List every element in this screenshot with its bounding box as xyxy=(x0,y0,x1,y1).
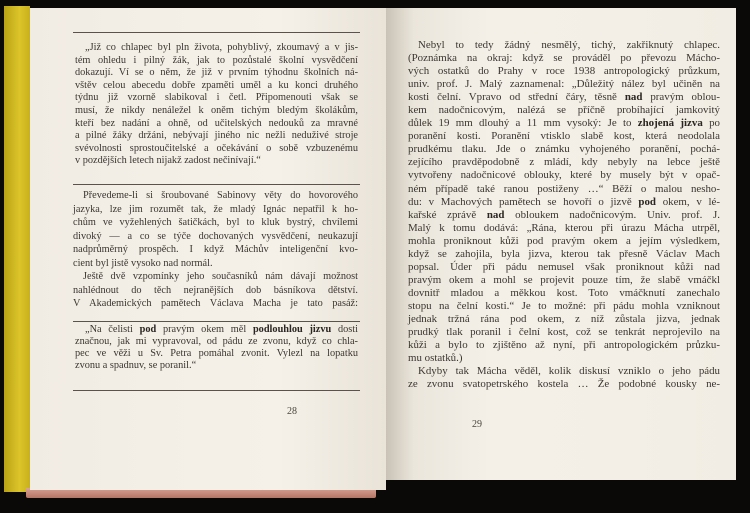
text-segment: V Akademických pamětech Václava Macha je tato pasáž: xyxy=(73,298,358,309)
text-line xyxy=(73,230,358,244)
text-line xyxy=(408,91,720,104)
text-line xyxy=(408,65,720,78)
bold-text: zhojená jizva xyxy=(637,117,703,130)
text-line xyxy=(408,339,720,352)
text-segment: dosti xyxy=(331,324,358,335)
text-segment: (Poznámka na okraj: když se prováděl po převozu Mácho- xyxy=(408,52,720,65)
text-segment: Malý k tomu dodává: „Rána, kterou při úrazu Mácha utrpěl, xyxy=(408,221,720,234)
text-segment: dovnitř mladou a měkkou kost. Toto vmáčknutí zanechalo xyxy=(408,286,720,299)
paragraph-2 xyxy=(408,365,720,391)
right-page xyxy=(386,8,736,480)
text-segment: Převedeme-li si šroubované Sabinovy věty do hovorového xyxy=(83,190,358,201)
text-line xyxy=(75,92,358,105)
text-segment: vštěv celou abecedu dobře zpaměti uměl a ku konci druhého xyxy=(75,79,358,91)
text-line xyxy=(75,336,358,348)
text-segment: kteří bez nadání a ohně, od učitelských nedouků za mravné xyxy=(75,117,358,129)
paragraph-1 xyxy=(408,39,720,365)
text-segment: okem, v lé- xyxy=(655,195,720,208)
text-line xyxy=(75,130,358,143)
page-number: 29 xyxy=(472,419,482,430)
quote-block-1 xyxy=(75,42,358,168)
text-line xyxy=(75,42,358,55)
text-segment: kůži a bylo to zjištěno až nyní, při antropologickém průzku- xyxy=(408,339,720,352)
text-segment: ném případě také ranou postiženy …“ Běží o malou nesho- xyxy=(408,182,720,195)
text-line xyxy=(408,222,720,235)
text-line xyxy=(73,216,358,230)
bold-text: pod xyxy=(638,195,656,208)
text-segment: chům ve vyžehlených šatičkách, byl to kluk bystrý, chvílemi xyxy=(73,217,358,228)
text-line xyxy=(408,352,720,365)
text-segment: po xyxy=(702,117,720,130)
text-segment: „Již co chlapec byl pln života, pohyblivý, zkoumavý a v jis- xyxy=(85,42,358,53)
text-line xyxy=(408,78,720,91)
text-segment: týdnu již vzorně slabikoval i četl. Připomenouti však se xyxy=(75,92,358,104)
text-line xyxy=(408,287,720,300)
text-segment: jednak tržná rána pod okem, z níž zůstala jizva, jednak xyxy=(408,312,720,325)
text-segment: du: v Machových pamětech se hovoří o jizvě xyxy=(408,195,639,208)
text-segment: pravým okem a mohl se projevit pouze tím, že slabě vmáčkl xyxy=(408,273,720,286)
text-segment: musí, že nikdy nenáležel k oněm tichým bledým školákům, xyxy=(75,104,358,116)
text-segment: kosti čelní. Vpravo od střední čáry, těsně xyxy=(408,91,625,104)
text-segment: cient byl jistě vysoko nad normál. xyxy=(73,257,213,269)
text-segment: vých ostatků do Prahy v roce 1938 antropologický průzkum, xyxy=(408,65,720,78)
text-line xyxy=(408,156,720,169)
text-segment: dokazují. Ví se o něm, že již v prvním týhodnu školních ná- xyxy=(75,67,358,79)
text-segment: kařské zprávě xyxy=(408,208,487,221)
paragraph-2 xyxy=(73,270,358,311)
text-line xyxy=(408,313,720,326)
text-segment: pravým okem měl xyxy=(156,324,253,335)
text-line xyxy=(73,203,358,217)
text-segment: obloukem nadočnicovým. Univ. prof. J. xyxy=(504,208,721,221)
text-segment: v pozdějších letech nijakž zadost nečinívají.“ xyxy=(75,155,261,167)
text-line xyxy=(408,52,720,65)
text-line xyxy=(75,55,358,68)
text-line xyxy=(408,326,720,339)
text-segment: a pilné žáky držáni, nebývají jiného nic nežli neduživé stroje xyxy=(75,130,358,142)
text-segment: prudkému tlaku. Jde o známku vyhojeného poranění, pochá- xyxy=(408,143,720,156)
text-segment: když se zahojila, byla jizva, kterou tak přesně Václav Mach xyxy=(408,247,720,260)
text-segment: stopu na čelní kosti.“ Je to možné: při pádu mohla vzniknout xyxy=(408,299,720,312)
divider-rule xyxy=(73,184,360,185)
text-line xyxy=(73,257,358,271)
bold-text: pod xyxy=(139,324,157,335)
quote-block-2 xyxy=(75,324,358,372)
text-line xyxy=(75,105,358,118)
text-line xyxy=(408,365,720,378)
bold-text: nad xyxy=(624,91,643,104)
text-line xyxy=(408,183,720,196)
text-segment: mu ostatků.) xyxy=(408,352,463,365)
text-line xyxy=(75,118,358,131)
divider-rule xyxy=(73,32,360,33)
text-segment: nahlédnout do těch nejranějších dob básníkova dětství. xyxy=(73,284,358,296)
text-line xyxy=(408,261,720,274)
left-page xyxy=(30,8,386,490)
text-line xyxy=(408,169,720,182)
paragraph-1 xyxy=(73,189,358,270)
text-line xyxy=(73,297,358,311)
text-segment: Kdyby tak Mácha věděl, kolik diskusí vzniklo o jeho pádu xyxy=(418,365,720,377)
text-segment: popsal. Úder při pádu nemusel však proniknout kůži nad xyxy=(408,260,720,273)
divider-rule xyxy=(73,390,360,391)
text-line xyxy=(408,209,720,222)
text-segment: pec ve věži u Sv. Petra pomáhal zvonit. Vylezl na lopatku xyxy=(75,348,358,359)
text-line xyxy=(73,243,358,257)
text-line xyxy=(408,39,720,52)
text-segment: jazyka, lze jim rozumět tak, že mladý Ignác nepatřil k ho- xyxy=(73,203,358,215)
text-line xyxy=(75,67,358,80)
text-segment: mohla proniknout kůži pod pravým okem a jejím výsledkem, xyxy=(408,234,720,247)
text-segment: prudký tlak poranil i čelní kost, což se tenkrát neprojevilo na xyxy=(408,326,720,339)
text-line xyxy=(408,143,720,156)
text-line xyxy=(408,248,720,261)
text-line xyxy=(408,300,720,313)
text-line xyxy=(408,104,720,117)
text-line xyxy=(408,274,720,287)
text-segment: „Na čelisti xyxy=(85,324,140,335)
divider-rule xyxy=(73,321,360,322)
text-segment: poranění kosti. Poranění vtisklo slabě kost, která neodolala xyxy=(408,130,720,143)
text-line xyxy=(75,155,358,168)
text-segment: nadprůměrný prospěch. I když Máchův inteligenční kvo- xyxy=(73,244,358,255)
text-segment: Nebyl to tedy žádný nesmělý, tichý, zakřiknutý chlapec. xyxy=(418,39,720,51)
text-segment: ze zvonu svatopetrského kostela … Že podobné kousky ne- xyxy=(408,378,720,391)
text-segment: důlek 19 mm dlouhý a 11 mm vysoký: Je to xyxy=(408,117,638,130)
text-segment: pravým oblou- xyxy=(642,91,720,104)
bold-text: nad xyxy=(486,208,505,221)
text-line xyxy=(408,196,720,209)
page-number: 28 xyxy=(287,406,297,417)
text-segment: divoký — a co se týče dochovaných vysvědčení, neukazují xyxy=(73,230,358,242)
text-segment: zejícího pravděpodobně z mládí, kdy nebyly na lebce ještě xyxy=(408,156,720,169)
text-segment: univ. prof. J. Malý zaznamenal: „Důležitý nález byl učiněn na xyxy=(408,78,720,91)
text-line xyxy=(73,189,358,203)
bold-text: podlouhlou jizvu xyxy=(252,324,332,335)
text-segment: vytvořeny nadočnicové oblouky, které by musely být v opač- xyxy=(408,169,720,182)
text-segment: Ještě dvě vzpomínky jeho současníků nám dávají možnost xyxy=(83,271,358,282)
text-segment: tém ohledu i pilný žák, jak to pozůstalé školní vysvědčení xyxy=(75,54,358,66)
text-segment: značnou, jak mi vypravoval, od pádu ze zvonu, když co chla- xyxy=(75,336,358,347)
text-line xyxy=(408,235,720,248)
text-line xyxy=(75,360,358,372)
text-line xyxy=(75,80,358,93)
text-segment: zvonu a spadnuv, se poranil.“ xyxy=(75,360,197,371)
text-line xyxy=(73,284,358,298)
text-segment: kem nadočnicovým, nalézá se příčně probíhající jamkovitý xyxy=(408,104,720,117)
text-segment: svévolnosti sprostoučitelské a očekávání o sobě vzbuzenému xyxy=(75,142,358,154)
text-line xyxy=(75,348,358,360)
text-line xyxy=(75,143,358,156)
text-line xyxy=(408,378,720,391)
book-spine-yellow xyxy=(4,6,30,492)
text-line xyxy=(408,117,720,130)
text-line xyxy=(408,130,720,143)
text-line xyxy=(75,324,358,336)
text-line xyxy=(73,270,358,284)
